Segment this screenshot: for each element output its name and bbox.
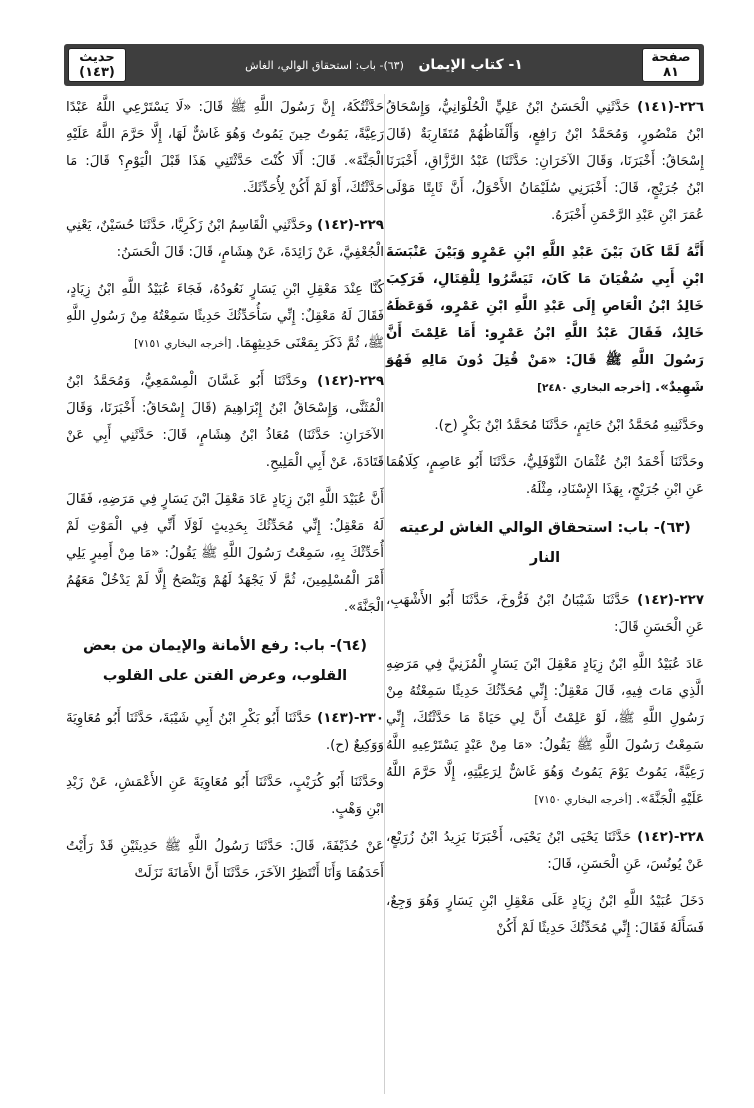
paragraph: [386, 239, 704, 402]
paragraph: أَنَّ عُبَيْدَ اللَّهِ ابْنَ زِيَادٍ عَادَ مَعْقِلَ ابْنَ يَسَارٍ فِي مَرَضِهِ، فَقَالَ لَهُ مَعْقِلٌ: إِنِّي مُحَدِّثُكَ بِحَدِيثٍ لَوْلَا أَنِّي فِي الْمَوْتِ لَمْ أُحَدِّثْكَ بِهِ، سَمِعْتُ رَسُولَ اللَّهِ ﷺ يَقُولُ: «مَا مِنْ أَمِيرٍ يَلِي أَمْرَ الْمُسْلِمِينَ، ثُمَّ لَا يَجْهَدُ لَهُمْ وَيَنْصَحُ إِلَّا لَمْ يَدْخُلْ مَعَهُمُ الْجَنَّةَ».: [66, 492, 384, 615]
chapter-title: (٦٣)- باب: استحقاق الوالي، الغاش: [245, 59, 404, 72]
page-label: صفحة: [651, 50, 691, 65]
citation: [أخرجه البخاري ٧١٥١]: [134, 338, 232, 350]
book-title: ١- كتاب الإيمان: [418, 57, 523, 73]
paragraph: [386, 587, 704, 641]
paragraph-text: كُنَّا عِنْدَ مَعْقِلِ ابْنِ يَسَارٍ نَعُودُهُ، فَجَاءَ عُبَيْدُ اللَّهِ ابْنُ زِيَادٍ، فَقَالَ لَهُ مَعْقِلٌ: إِنِّي سَأُحَدِّثُكَ حَدِيثًا سَمِعْتُهُ مِنْ رَسُولِ اللَّهِ ﷺ، ثُمَّ ذَكَرَ بِمَعْنَى حَدِيثِهِمَا.: [66, 282, 384, 351]
hadith-label: حديث: [79, 50, 115, 65]
citation: [أخرجه البخاري ٢٤٨٠]: [537, 382, 651, 394]
paragraph: [66, 276, 384, 358]
hadith-number: (١٤٣): [79, 65, 115, 80]
section-heading: (٦٣)- باب: استحقاق الوالي الغاش لرعيته النار: [399, 520, 691, 566]
paragraph-text: حَدَّثَنَا أَبُو بَكْرِ ابْنُ أَبِي شَيْبَةَ، حَدَّثَنَا أَبُو مُعَاوِيَةَ وَوَكِيعٌ (ح).: [66, 711, 384, 753]
paragraph: [66, 212, 384, 266]
paragraph-text: عَادَ عُبَيْدُ اللَّهِ ابْنُ زِيَادٍ مَعْقِلَ ابْنَ يَسَارٍ الْمُزَنِيَّ فِي مَرَضِهِ الَّذِي مَاتَ فِيهِ، قَالَ مَعْقِلٌ: إِنِّي مُحَدِّثُكَ حَدِيثًا سَمِعْتُهُ مِنْ رَسُولِ اللَّهِ ﷺ، لَوْ عَلِمْتُ أَنَّ لِي حَيَاةً مَا حَدَّثْتُكَ، إِنِّي سَمِعْتُ رَسُولَ اللَّهِ ﷺ يَقُولُ: «مَا مِنْ عَبْدٍ يَسْتَرْعِيهِ اللَّهُ رَعِيَّةً، يَمُوتُ يَوْمَ يَمُوتُ وَهُوَ غَاشٌّ لِرَعِيَّتِهِ، إِلَّا حَرَّمَ اللَّهُ عَلَيْهِ الْجَنَّةَ».: [386, 657, 704, 807]
page-number-box: [642, 48, 700, 82]
paragraph: [386, 651, 704, 814]
paragraph-text: وحَدَّثَنَا أَبُو غَسَّانَ الْمِسْمَعِيُّ، وَمُحَمَّدُ ابْنُ الْمُثَنَّى، وَإِسْحَاقُ ابْنُ إِبْرَاهِيمَ (قَالَ إِسْحَاقُ: أَخْبَرَنَا، وَقَالَ الآخَرَانِ: حَدَّثَنَا) مُعَاذُ ابْنُ هِشَامٍ، قَالَ: حَدَّثَنِي أَبِي عَنْ قَتَادَةَ، عَنْ أَبِي الْمَلِيحِ.: [66, 374, 384, 470]
page-header: [64, 44, 704, 86]
paragraph: دَخَلَ عُبَيْدُ اللَّهِ ابْنُ زِيَادٍ عَلَى مَعْقِلِ ابْنِ يَسَارٍ وَهُوَ وَجِعٌ، فَسَأَلَهُ فَقَالَ: إِنِّي مُحَدِّثُكَ حَدِيثًا لَمْ أَكُنْ: [386, 894, 704, 936]
hadith-ref-number: ٢٢٩-(١٤٢): [317, 218, 384, 233]
hadith-ref-number: ٢٢٧-(١٤٢): [637, 593, 704, 608]
paragraph: [386, 824, 704, 878]
header-title: [130, 44, 638, 86]
paragraph: [66, 368, 384, 476]
paragraph: وحَدَّثَنَا أَبُو كُرَيْبٍ، حَدَّثَنَا أَبُو مُعَاوِيَةَ عَنِ الأَعْمَشِ، عَنْ زَيْدِ ابْنِ وَهْبٍ.: [66, 775, 384, 817]
section-heading: (٦٤)- باب: رفع الأمانة والإيمان من بعض القلوب، وعرض الفتن على القلوب: [83, 638, 367, 684]
hadith-ref-number: ٢٢٩-(١٤٢): [317, 374, 384, 389]
citation: [أخرجه البخاري ٧١٥٠]: [534, 794, 632, 806]
paragraph: [386, 94, 704, 229]
paragraph-text: حَدَّثَنِي الْحَسَنُ ابْنُ عَلِيٍّ الْحُلْوَانِيُّ، وَإِسْحَاقُ ابْنُ مَنْصُورٍ، وَمُحَمَّدُ ابْنُ رَافِعٍ، وَأَلْفَاظُهُمْ مُتَقَارِبَةٌ (قَالَ إِسْحَاقُ: أَخْبَرَنَا، وَقَالَ الآخَرَانِ: حَدَّثَنَا) عَبْدُ الرَّزَّاقِ، أَخْبَرَنَا ابْنُ جُرَيْجٍ، قَالَ: أَخْبَرَنِي سُلَيْمَانُ الأَحْوَلُ، أَنَّ ثَابِتًا مَوْلَى عُمَرَ ابْنِ عَبْدِ الرَّحْمَنِ أَخْبَرَهُ.: [386, 100, 704, 223]
paragraph-text: وحَدَّثَنِي الْقَاسِمُ ابْنُ زَكَرِيَّا، حَدَّثَنَا حُسَيْنٌ، يَعْنِي الْجُعْفِيَّ، عَنْ زَائِدَةَ، عَنْ هِشَامٍ، قَالَ: قَالَ الْحَسَنُ:: [66, 218, 384, 260]
paragraph-text: حَدَّثَنَا شَيْبَانُ ابْنُ فَرُّوخَ، حَدَّثَنَا أَبُو الأَشْهَبِ، عَنِ الْحَسَنِ قَالَ:: [386, 593, 704, 635]
hadith-ref-number: ٢٢٨-(١٤٢): [637, 830, 704, 845]
paragraph-text: أَنَّهُ لَمَّا كَانَ بَيْنَ عَبْدِ اللَّهِ ابْنِ عَمْرٍو وَبَيْنَ عَنْبَسَةَ ابْنِ أَبِي سُفْيَانَ مَا كَانَ، تَيَسَّرُوا لِلْقِتَالِ، فَرَكِبَ خَالِدُ ابْنُ الْعَاصِ إِلَى عَبْدِ اللَّهِ ابْنِ عَمْرٍو، فَوَعَظَهُ خَالِدٌ، فَقَالَ عَبْدُ اللَّهِ ابْنُ عَمْرٍو: أَمَا عَلِمْتَ أَنَّ رَسُولَ اللَّهِ ﷺ قَالَ: «مَنْ قُتِلَ دُونَ مَالِهِ فَهُوَ شَهِيدٌ».: [386, 245, 704, 395]
paragraph: [66, 705, 384, 759]
paragraph: حَدَّثْتُكَهُ، إِنَّ رَسُولَ اللَّهِ ﷺ قَالَ: «لَا يَسْتَرْعِي اللَّهُ عَبْدًا رَعِيَّةً، يَمُوتُ حِينَ يَمُوتُ وَهُوَ غَاشٌّ لَهَا، إِلَّا حَرَّمَ اللَّهُ عَلَيْهِ الْجَنَّةَ». قَالَ: أَلَا كُنْتَ حَدَّثْتَنِي هَذَا قَبْلَ الْيَوْمِ؟ قَالَ: مَا حَدَّثْتُكَ، أَوْ لَمْ أَكُنْ لِأُحَدِّثَكَ.: [66, 100, 384, 196]
hadith-ref-number: ٢٢٦-(١٤١): [637, 100, 704, 115]
paragraph-text: حَدَّثَنَا يَحْيَى ابْنُ يَحْيَى، أَخْبَرَنَا يَزِيدُ ابْنُ زُرَيْعٍ، عَنْ يُونُسَ، عَنِ الْحَسَنِ، قَالَ:: [386, 830, 704, 872]
paragraph: وحَدَّثَنَا أَحْمَدُ ابْنُ عُثْمَانَ النَّوْفَلِيُّ، حَدَّثَنَا أَبُو عَاصِمٍ، كِلَاهُمَا عَنِ ابْنِ جُرَيْجٍ، بِهَذَا الإِسْنَادِ، مِثْلَهُ.: [386, 455, 704, 497]
left-column: [66, 94, 384, 897]
paragraph: عَنْ حُذَيْفَةَ، قَالَ: حَدَّثَنَا رَسُولُ اللَّهِ ﷺ حَدِيثَيْنِ قَدْ رَأَيْتُ أَحَدَهُمَا وَأَنَا أَنْتَظِرُ الآخَرَ، حَدَّثَنَا أَنَّ الأَمَانَةَ نَزَلَتْ: [66, 839, 384, 881]
right-column: [386, 94, 704, 952]
paragraph: وحَدَّثَنِيهِ مُحَمَّدُ ابْنُ حَاتِمٍ، حَدَّثَنَا مُحَمَّدُ ابْنُ بَكْرٍ (ح).: [434, 418, 704, 433]
hadith-number-box: [68, 48, 126, 82]
column-divider: [384, 94, 385, 1094]
hadith-ref-number: ٢٣٠-(١٤٣): [317, 711, 384, 726]
page-number: ٨١: [663, 65, 679, 80]
